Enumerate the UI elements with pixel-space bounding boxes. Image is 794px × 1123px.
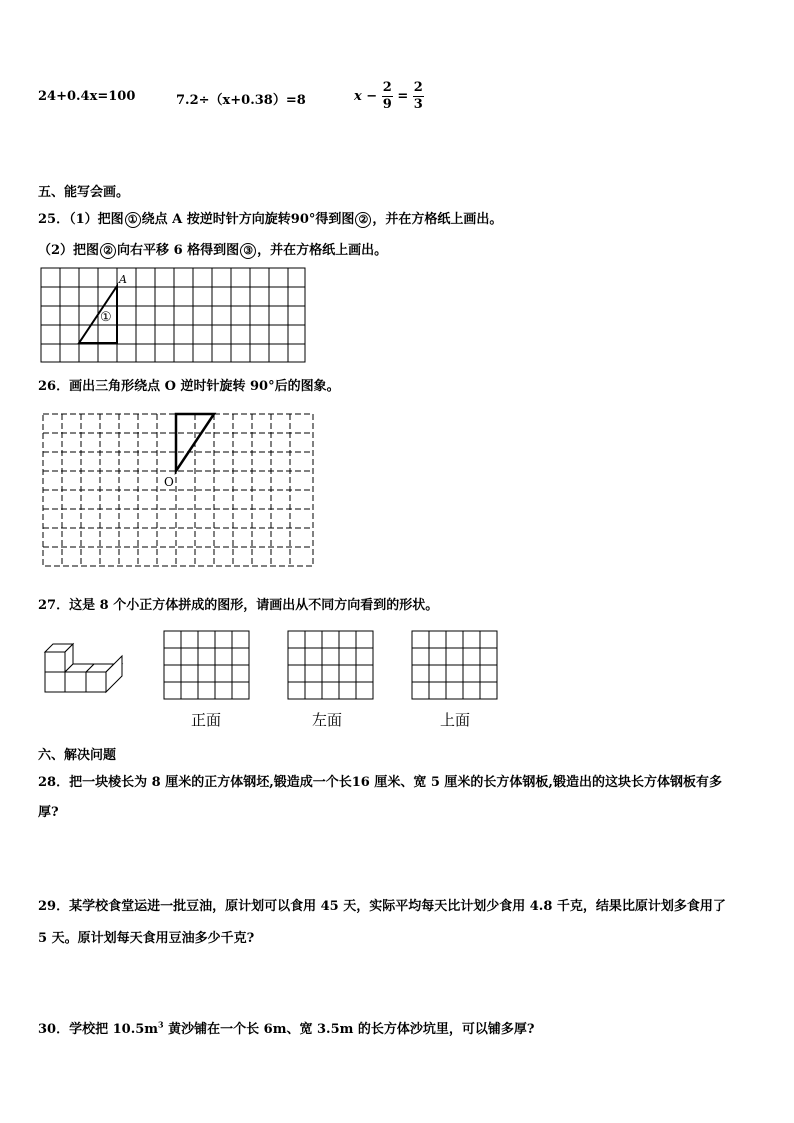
circled-2: ② (355, 212, 371, 228)
q25-l1-text-a: 25．（1）把图 (38, 212, 124, 227)
q29-line-2: 5 天。原计划每天食用豆油多少千克? (38, 931, 255, 946)
q25-l1-text-c: ，并在方格纸上画出。 (372, 212, 503, 227)
q29-line-1: 29．某学校食堂运进一批豆油，原计划可以食用 45 天，实际平均每天比计划少食用 4.8 千克，结果比原计划多食用了 (38, 899, 726, 914)
top-view-grid[interactable] (411, 630, 499, 702)
q27-text: 27．这是 8 个小正方体拼成的图形，请画出从不同方向看到的形状。 (38, 598, 439, 613)
q30-text (38, 1018, 535, 1037)
point-a-label: A (119, 273, 127, 286)
circled-2: ② (100, 243, 116, 259)
q26-dashed-grid[interactable] (38, 406, 318, 570)
q26-text: 26．画出三角形绕点 O 逆时针旋转 90°后的图象。 (38, 379, 340, 394)
eq3-fraction-1 (382, 80, 393, 113)
front-view-label: 正面 (191, 711, 222, 729)
q25-l2-text-a: （2）把图 (38, 243, 100, 258)
cube-stack-figure (40, 632, 130, 694)
q25-line-2 (38, 239, 387, 259)
left-view-grid[interactable] (287, 630, 375, 702)
q25-l2-text-b: 向右平移 6 格得到图 (117, 243, 240, 258)
front-view-grid[interactable] (163, 630, 251, 702)
equation-1: 24+0.4x=100 (38, 89, 136, 104)
eq3-minus: − (366, 89, 378, 104)
eq3-equals: = (397, 89, 409, 104)
top-view-label: 上面 (440, 711, 471, 729)
circled-1: ① (125, 212, 141, 228)
eq3-den1: 9 (382, 97, 392, 112)
eq3-fraction-2 (413, 80, 424, 113)
section-5-title: 五、能写会画。 (38, 185, 130, 200)
figure-1-label: ① (100, 310, 112, 325)
eq3-num2: 2 (413, 80, 423, 95)
q30-text-b: 黄沙铺在一个长 6m、宽 3.5m 的长方体沙坑里，可以铺多厚? (163, 1022, 535, 1037)
q25-l2-text-c: ，并在方格纸上画出。 (257, 243, 388, 258)
q28-line-2: 厚? (38, 805, 59, 820)
q25-grid[interactable] (38, 265, 308, 363)
q25-l1-text-b: 绕点 A 按逆时针方向旋转90°得到图 (141, 212, 355, 227)
eq3-num1: 2 (382, 80, 392, 95)
equation-2: 7.2÷（x+0.38）=8 (176, 93, 306, 108)
eq3-den2: 3 (413, 97, 423, 112)
q28-line-1: 28．把一块棱长为 8 厘米的正方体钢坯,锻造成一个长16 厘米、宽 5 厘米的长方体钢板,锻造出的这块长方体钢板有多 (38, 775, 722, 790)
point-o-label: O (164, 475, 174, 489)
left-view-label: 左面 (312, 711, 343, 729)
circled-3: ③ (240, 243, 256, 259)
eq3-variable: x (354, 89, 362, 104)
q30-superscript: 3 (158, 1019, 164, 1030)
q30-text-a: 30．学校把 10.5m (38, 1022, 159, 1037)
q25-line-1 (38, 208, 502, 228)
equation-3 (354, 80, 424, 113)
section-6-title: 六、解决问题 (38, 748, 117, 763)
